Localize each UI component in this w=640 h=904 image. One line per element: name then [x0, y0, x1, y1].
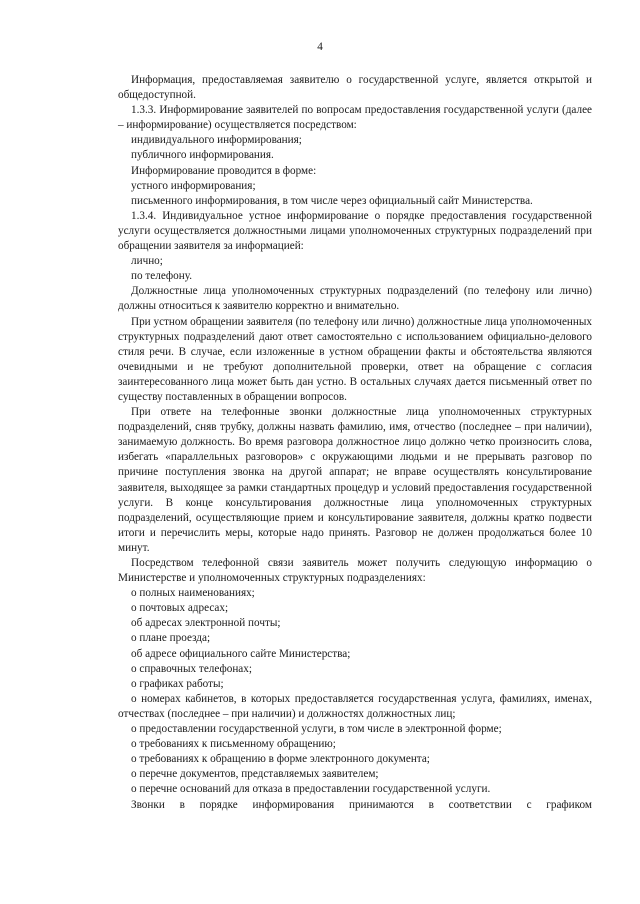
list-item-written-requirements: о требованиях к письменному обращению; — [131, 738, 336, 751]
list-item-phones: о справочных телефонах; — [131, 662, 252, 675]
paragraph-phone-calls: При ответе на телефонные звонки должностные лица уполномоченных структурных подразделений, сняв трубку, должны назвать фамилию, имя, отчество (последнее – при наличии), занимаемую должность. Во время разговора должностное лицо должно четко произносить слова, избегать «параллельных разговоров» с окружающими людьми и не прерывать разговор по причине поступления звонка на другой аппарат; не вправе осуществлять консультирование заявителя, выходящее за рамки стандартных процедур и условий предоставления государственной услуги. В конце консультирования должностные лица уполномоченных структурных подразделений, осуществляющие прием и консультирование заявителя, должны кратко подвести итоги и перечислить меры, которые надо принять. Разговор не должен продолжаться более 10 минут. — [118, 406, 592, 554]
list-item-office-numbers: о номерах кабинетов, в которых предоставляется государственная услуга, фамилиях, именах, отчествах (последнее – при наличии) и должностях должностных лиц; — [118, 692, 592, 720]
list-item-postal-addresses: о почтовых адресах; — [131, 602, 229, 615]
paragraph-calls-schedule: Звонки в порядке информирования принимаются в соответствии с графиком — [131, 798, 592, 811]
paragraph-phone-info: Посредством телефонной связи заявитель может получить следующую информацию о Министерстве и уполномоченных структурных подразделениях: — [118, 557, 592, 585]
paragraph-courtesy: Должностные лица уполномоченных структурных подразделений (по телефону или лично) должны относиться к заявителю корректно и внимательно. — [118, 285, 592, 313]
document-body — [118, 73, 592, 813]
list-item-written-informing: письменного информирования, в том числе через официальный сайт Министерства. — [131, 194, 533, 207]
list-item-full-names: о полных наименованиях; — [131, 587, 255, 600]
list-item-website-address: об адресе официального сайте Министерства; — [131, 647, 351, 660]
list-item-service-provision: о предоставлении государственной услуги, в том числе в электронной форме; — [131, 723, 502, 736]
paragraph-1-3-3: 1.3.3. Информирование заявителей по вопросам предоставления государственной услуги (далее – информирование) осуществляется посредством: — [118, 104, 592, 132]
list-item-oral-informing: устного информирования; — [131, 179, 256, 192]
paragraph-informing-form: Информирование проводится в форме: — [131, 164, 317, 177]
list-item-refusal-grounds: о перечне оснований для отказа в предоставлении государственной услуги. — [131, 783, 491, 796]
paragraph-1-3-4: 1.3.4. Индивидуальное устное информирование о порядке предоставления государственной услуги осуществляется должностными лицами уполномоченных структурных подразделений при обращении заявителя за информацией: — [118, 209, 592, 253]
list-item-electronic-requirements: о требованиях к обращению в форме электронного документа; — [131, 753, 430, 766]
list-item-email-addresses: об адресах электронной почты; — [131, 617, 281, 630]
paragraph-info-open: Информация, предоставляемая заявителю о государственной услуге, является открытой и общедоступной. — [118, 74, 592, 102]
paragraph-oral-request: При устном обращении заявителя (по телефону или лично) должностные лица уполномоченных структурных подразделений дают ответ самостоятельно с использованием официально-делового стиля речи. В случае, если изложенные в устном обращении факты и обстоятельства являются очевидными и не требуют дополнительной проверки, ответ на обращение с согласия заинтересованного лица может быть дан устно. В остальных случаях дается письменный ответ по существу поставленных в обращении вопросов. — [118, 315, 592, 403]
list-item-travel-plan: о плане проезда; — [131, 632, 211, 645]
list-item-individual-informing: индивидуального информирования; — [131, 134, 302, 147]
list-item-schedules: о графиках работы; — [131, 677, 224, 690]
list-item-in-person: лично; — [131, 255, 163, 268]
page-number: 4 — [317, 41, 323, 53]
list-item-public-informing: публичного информирования. — [131, 149, 274, 162]
list-item-documents-list: о перечне документов, представляемых заявителем; — [131, 768, 379, 781]
list-item-by-phone: по телефону. — [131, 270, 193, 283]
